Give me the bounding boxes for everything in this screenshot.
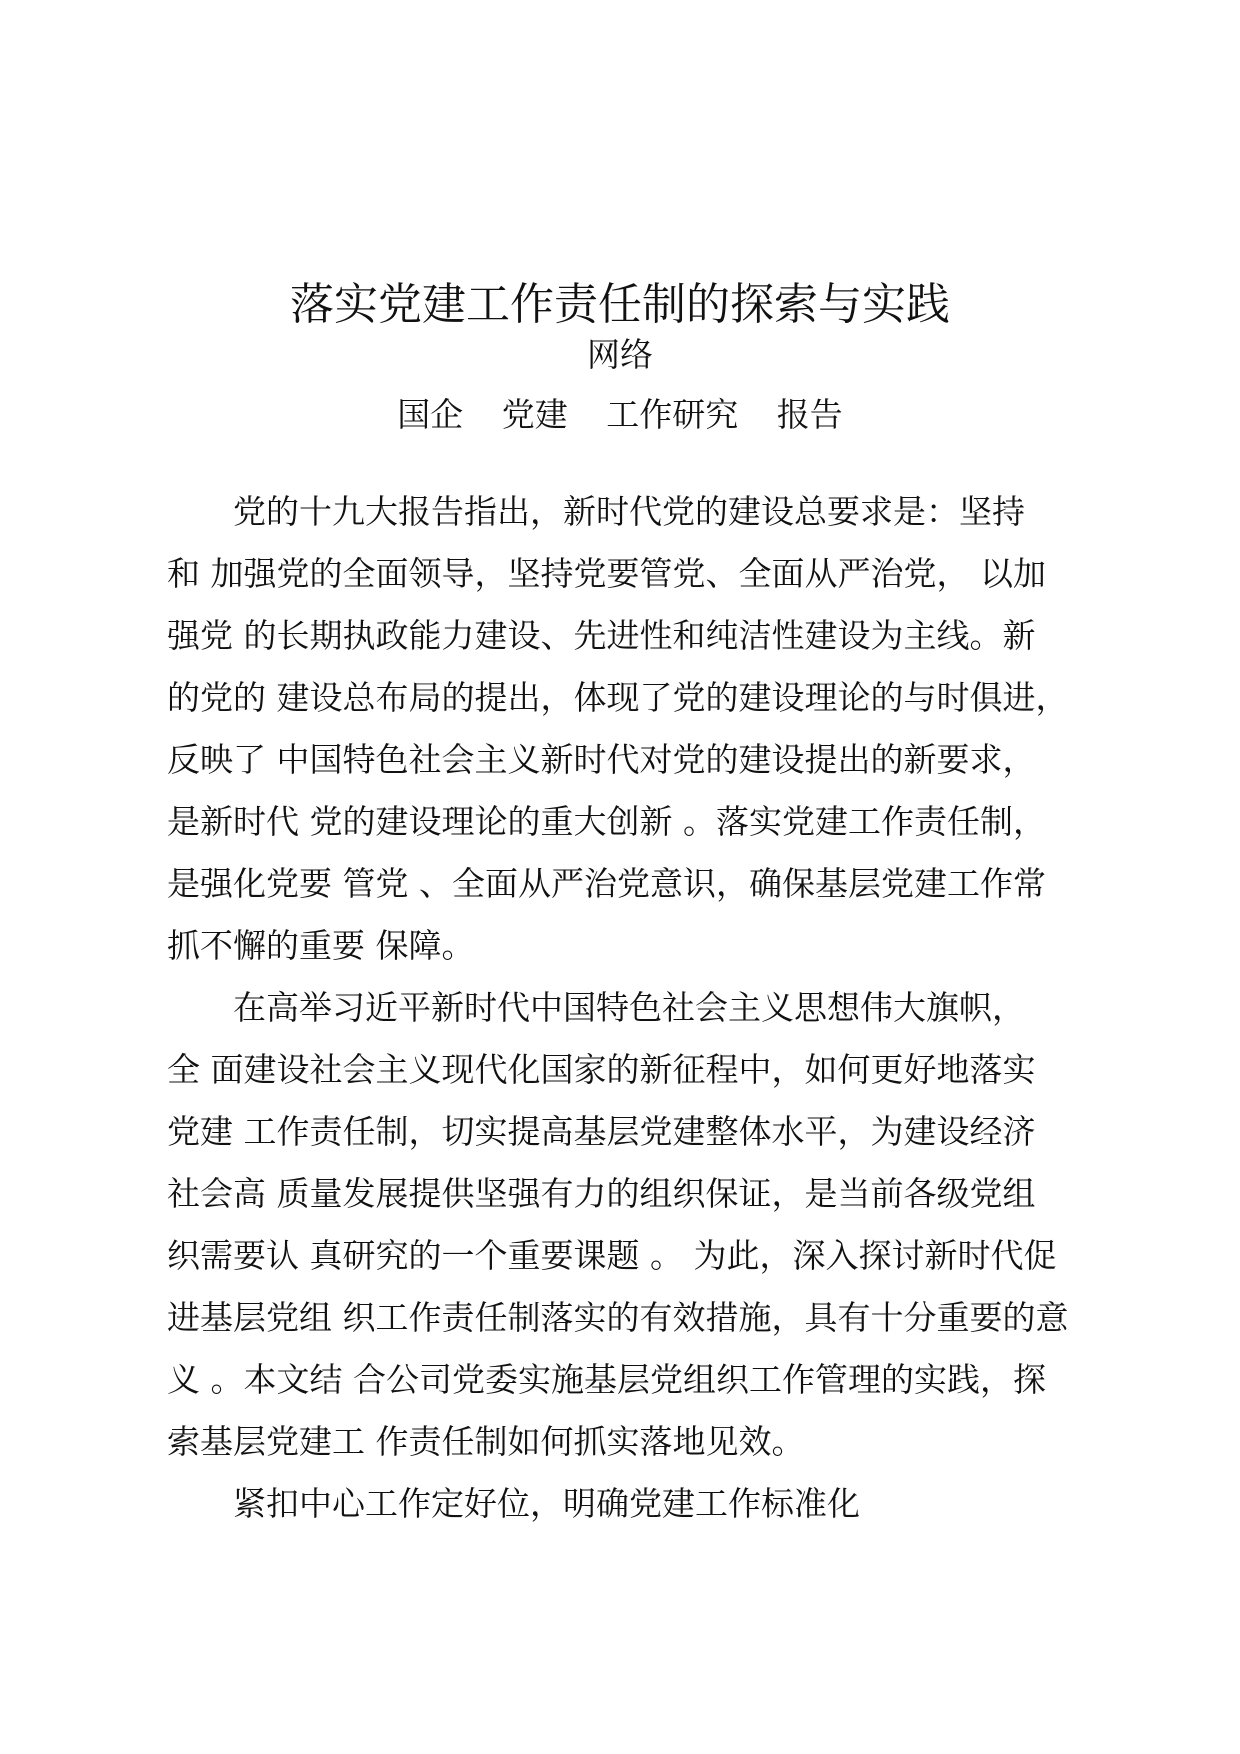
keyword-list: [0, 393, 1240, 437]
section-heading-line: 紧扣中心工作定好位，明确党建工作标准化: [233, 1484, 860, 1523]
paragraph-line: 索基层党建工 作责任制如何抓实落地见效。: [167, 1422, 805, 1461]
paragraph-line: 进基层党组 织工作责任制落实的有效措施，具有十分重要的意: [167, 1298, 1069, 1337]
paragraph-2: [167, 977, 1067, 1473]
paragraph-1: [167, 481, 1067, 977]
paragraph-line: 强党 的长期执政能力建设、先进性和纯洁性建设为主线。新: [167, 616, 1036, 655]
keyword-item: 国企: [397, 395, 464, 434]
document-title: 落实党建工作责任制的探索与实践: [290, 279, 950, 330]
paragraph-line: 的党的 建设总布局的提出，体现了党的建设理论的与时俱进，: [167, 678, 1069, 717]
paragraph-line: 织需要认 真研究的一个重要课题 。 为此，深入探讨新时代促: [167, 1236, 1057, 1275]
paragraph-line: 是新时代 党的建设理论的重大创新 。落实党建工作责任制，: [167, 802, 1046, 841]
keyword-item: 报告: [776, 395, 843, 434]
paragraph-line: 是强化党要 管党 、全面从严治党意识，确保基层党建工作常: [167, 864, 1046, 903]
document-body: [167, 481, 1067, 1535]
paragraph-line: 党的十九大报告指出，新时代党的建设总要求是：坚持: [233, 492, 1025, 531]
paragraph-line: 社会高 质量发展提供坚强有力的组织保证，是当前各级党组: [167, 1174, 1036, 1213]
keyword-item: 工作研究: [606, 395, 739, 434]
keyword-item: 党建: [501, 395, 568, 434]
paragraph-line: 在高举习近平新时代中国特色社会主义思想伟大旗帜，: [233, 988, 1025, 1027]
paragraph-line: 义 。本文结 合公司党委实施基层党组织工作管理的实践，探: [167, 1360, 1046, 1399]
paragraph-line: 和 加强党的全面领导，坚持党要管党、全面从严治党， 以加: [167, 554, 1046, 593]
paragraph-line: 党建 工作责任制，切实提高基层党建整体水平，为建设经济: [167, 1112, 1036, 1151]
document-author: 网络: [587, 335, 653, 374]
paragraph-line: 反映了 中国特色社会主义新时代对党的建设提出的新要求，: [167, 740, 1036, 779]
paragraph-3: [167, 1473, 1067, 1535]
paragraph-line: 全 面建设社会主义现代化国家的新征程中，如何更好地落实: [167, 1050, 1036, 1089]
paragraph-line: 抓不懈的重要 保障。: [167, 926, 475, 965]
